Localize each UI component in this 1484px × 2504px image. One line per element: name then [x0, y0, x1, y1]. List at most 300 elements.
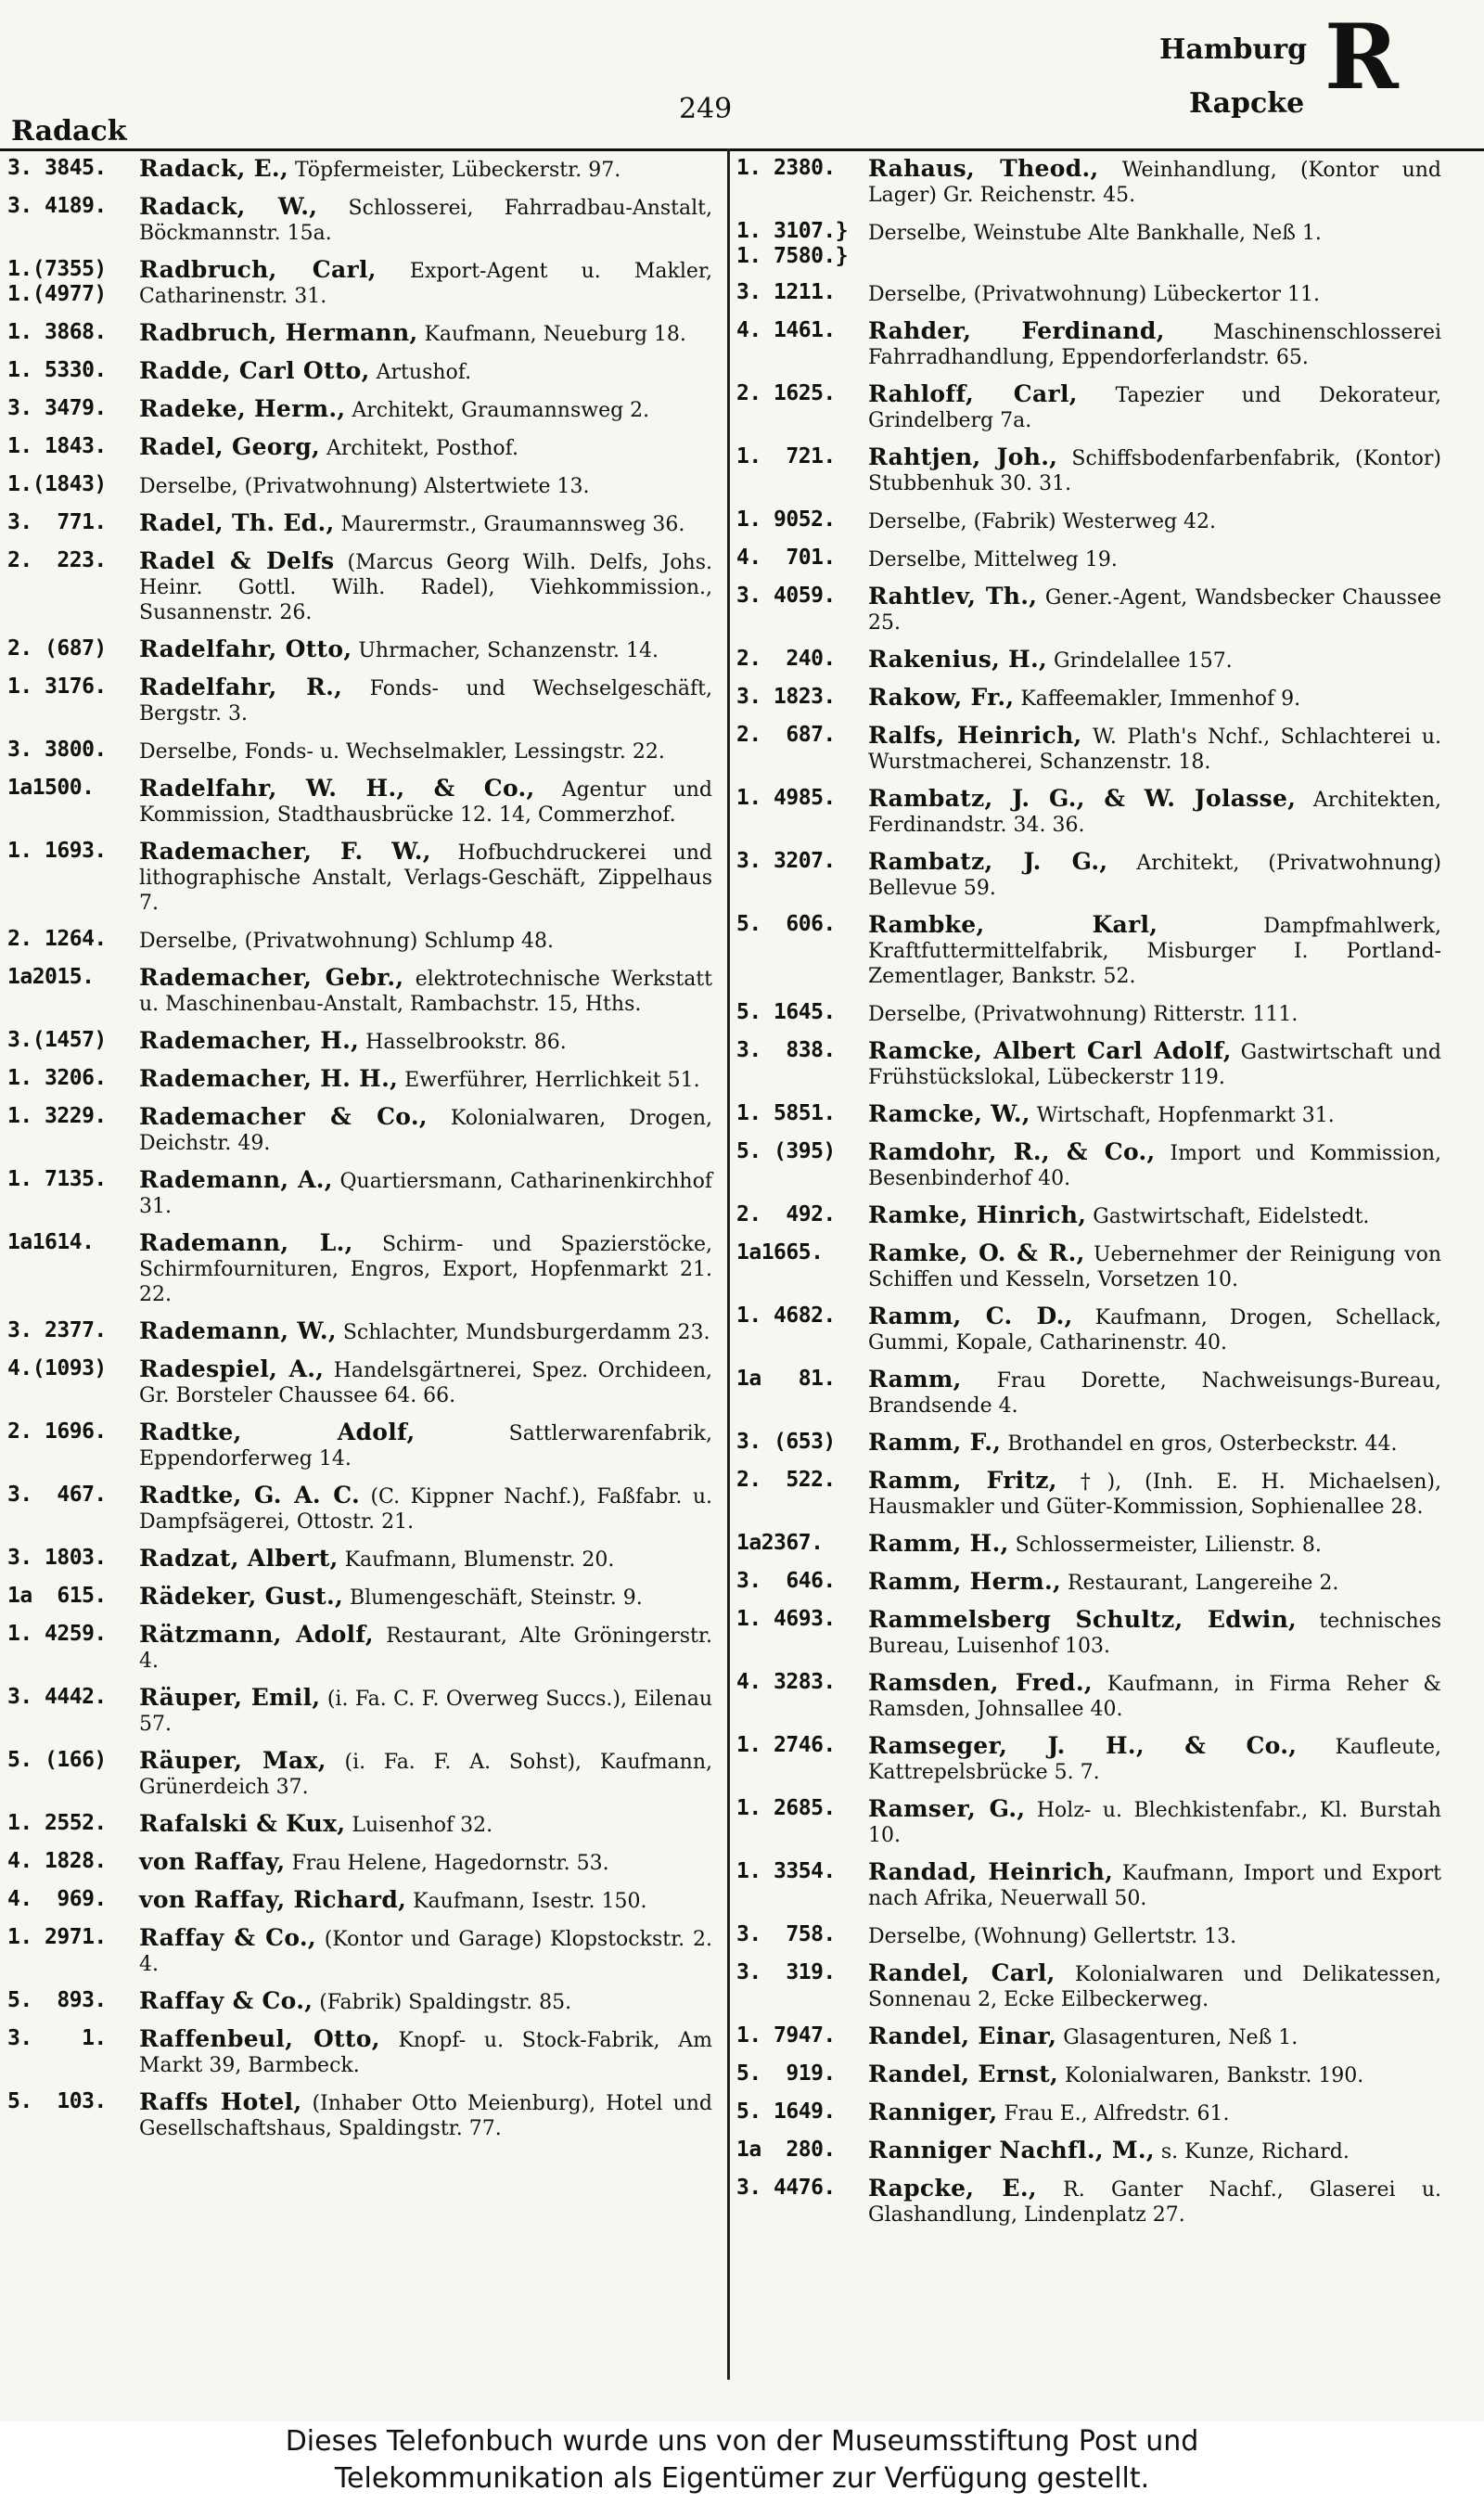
directory-entry	[736, 1796, 1441, 1848]
subscriber-details: s. Kunze, Richard.	[1154, 2140, 1350, 2164]
entry-text	[139, 1318, 712, 1345]
subscriber-details: Schlosserei, Fahrradbau-Anstalt, Böckmannstr. 15a.	[139, 197, 712, 245]
subscriber-details: Architekt, (Privatwohnung) Bellevue 59.	[868, 852, 1441, 900]
subscriber-details: (i. Fa. C. F. Overweg Succs.), Eilenau 57.	[139, 1688, 712, 1736]
subscriber-details: Derselbe, Mittelweg 19.	[868, 548, 1118, 571]
entry-text	[139, 1483, 712, 1535]
entry-text	[868, 2100, 1441, 2126]
subscriber-details: Kaufmann, Blumenstr. 20.	[338, 1548, 615, 1572]
subscriber-name: Ramcke, W.,	[868, 1100, 1030, 1127]
footer-line-1: Dieses Telefonbuch wurde uns von der Museumsstiftung Post und	[285, 2425, 1199, 2458]
entry-text	[868, 280, 1441, 307]
subscriber-details: Weinhandlung, (Kontor und Lager) Gr. Reichenstr. 45.	[868, 159, 1441, 207]
subscriber-details: Derselbe, Weinstube Alte Bankhalle, Neß 1.	[868, 222, 1322, 245]
subscriber-name: Randel, Carl,	[868, 1959, 1055, 1986]
entry-text	[868, 444, 1441, 496]
directory-entry	[736, 2023, 1441, 2050]
subscriber-details: Knopf- u. Stock-Fabrik, Am Markt 39, Barmbeck.	[139, 2029, 712, 2077]
subscriber-details: Import und Kommission, Besenbinderhof 40.	[868, 1142, 1442, 1190]
phone-number: 1a2367.	[736, 1531, 824, 1555]
subscriber-details: Ewerführer, Herrlichkeit 51.	[398, 1069, 700, 1092]
entry-text	[868, 1960, 1441, 2012]
entry-text	[868, 912, 1441, 989]
subscriber-name: Ramm, Fritz,	[868, 1467, 1057, 1494]
directory-entry	[7, 1419, 712, 1471]
phone-number: 1a1500.	[7, 776, 95, 800]
subscriber-name: Radtke, G. A. C.	[139, 1482, 361, 1509]
subscriber-details: Agentur und Kommission, Stadthausbrücke 12. 14, Commerzhof.	[139, 778, 713, 827]
directory-entry	[736, 546, 1441, 572]
subscriber-details: (C. Kippner Nachf.), Faßfabr. u. Dampfsägerei, Ottostr. 21.	[139, 1485, 712, 1534]
entry-text	[868, 507, 1441, 534]
phone-number: 4.(1093)	[7, 1356, 107, 1380]
subscriber-name: Rafalski & Kux,	[139, 1810, 346, 1837]
entry-text	[139, 320, 712, 347]
entry-text	[868, 1101, 1441, 1128]
directory-entry	[7, 2089, 712, 2141]
directory-entry	[736, 1670, 1441, 1722]
directory-entry	[736, 507, 1441, 534]
subscriber-name: Rakow, Fr.,	[868, 684, 1015, 711]
phone-number: 2. 240.	[736, 647, 836, 671]
directory-entry	[736, 318, 1441, 370]
phone-number: 2. (687)	[7, 636, 107, 661]
directory-entry	[736, 2061, 1441, 2088]
directory-entry	[736, 912, 1441, 989]
subscriber-details: Export-Agent u. Makler, Catharinenstr. 31.	[139, 260, 712, 308]
phone-number: 1. 4259.	[7, 1622, 107, 1646]
directory-entry	[736, 1960, 1441, 2012]
subscriber-name: Rambatz, J. G., & W. Jolasse,	[868, 785, 1297, 812]
phone-number: 4. 1828.	[7, 1849, 107, 1873]
entry-text	[139, 1028, 712, 1055]
subscriber-name: Radde, Carl Otto,	[139, 357, 370, 384]
phone-number: 2. 492.	[736, 1202, 836, 1226]
entry-text	[868, 1531, 1441, 1558]
phone-number: 1a1614.	[7, 1230, 95, 1254]
phone-number: 3. 3207.	[736, 849, 836, 873]
subscriber-name: Ramm, C. D.,	[868, 1303, 1073, 1329]
subscriber-name: Randel, Ernst,	[868, 2061, 1058, 2087]
subscriber-details: Tapezier und Dekorateur, Grindelberg 7a.	[868, 384, 1441, 432]
subscriber-name: Rädeker, Gust.,	[139, 1583, 343, 1610]
phone-number: 1. 3107.} 1. 7580.}	[736, 219, 849, 268]
subscriber-details: Schlossermeister, Lilienstr. 8.	[1008, 1534, 1322, 1557]
entry-text	[868, 546, 1441, 572]
phone-number: 2. 522.	[736, 1468, 836, 1492]
subscriber-details: elektrotechnische Werkstatt u. Maschinenbau-Anstalt, Rambachstr. 15, Hths.	[139, 968, 712, 1016]
subscriber-name: Rademann, W.,	[139, 1317, 337, 1344]
directory-entry	[7, 839, 712, 916]
phone-number: 1a1665.	[736, 1240, 824, 1265]
subscriber-name: Radbruch, Hermann,	[139, 319, 418, 346]
phone-number: 5. (166)	[7, 1748, 107, 1772]
subscriber-details: Schlachter, Mundsburgerdamm 23.	[336, 1321, 710, 1344]
subscriber-details: Derselbe, Fonds- u. Wechselmakler, Lessingstr. 22.	[139, 740, 665, 764]
subscriber-name: Ramsden, Fred.,	[868, 1669, 1093, 1696]
phone-number: 1. 2380.	[736, 156, 836, 180]
directory-entry	[736, 1569, 1441, 1596]
subscriber-details: †), (Inh. E. H. Michaelsen), Hausmakler und Güter-Kommission, Sophienallee 28.	[868, 1470, 1441, 1519]
entry-text	[139, 194, 712, 246]
subscriber-name: Ramke, O. & R.,	[868, 1239, 1085, 1266]
phone-number: 1. 7135.	[7, 1167, 107, 1191]
entry-text	[139, 1584, 712, 1611]
directory-entry	[736, 1531, 1441, 1558]
entry-text	[139, 738, 712, 764]
entry-text	[139, 2026, 712, 2078]
subscriber-name: Ramseger, J. H., & Co.,	[868, 1732, 1298, 1759]
phone-number: 5. 103.	[7, 2089, 107, 2113]
subscriber-name: Raffay & Co.,	[139, 1987, 313, 2014]
subscriber-name: Ramdohr, R., & Co.,	[868, 1138, 1156, 1165]
subscriber-details: Dampfmahlwerk, Kraftfuttermittelfabrik, Misburger I. Portland-Zementlager, Bankstr. 52.	[868, 915, 1441, 988]
subscriber-name: Radack, W.,	[139, 193, 318, 220]
entry-text	[868, 1303, 1441, 1355]
subscriber-name: Ranniger Nachfl., M.,	[868, 2137, 1155, 2164]
entry-text	[139, 1988, 712, 2015]
phone-number: 3. 4189.	[7, 194, 107, 218]
phone-number: 5. (395)	[736, 1139, 836, 1163]
phone-number: 3. 4476.	[736, 2176, 836, 2200]
entry-text	[139, 472, 712, 499]
directory-entry	[736, 849, 1441, 901]
subscriber-name: Rambke, Karl,	[868, 911, 1158, 938]
directory-entry	[736, 2100, 1441, 2126]
phone-number: 3. (653)	[736, 1430, 836, 1454]
phone-number: 1.(1843)	[7, 472, 107, 496]
subscriber-details: Gener.-Agent, Wandsbecker Chaussee 25.	[868, 586, 1441, 635]
entry-text	[139, 1887, 712, 1914]
left-column	[7, 156, 712, 2152]
directory-entry	[7, 257, 712, 309]
subscriber-details: W. Plath's Nchf., Schlachterei u. Wurstmacherei, Schanzenstr. 18.	[868, 726, 1441, 774]
right-column	[736, 156, 1441, 2239]
subscriber-details: Artushof.	[369, 361, 472, 384]
entry-text	[868, 1430, 1441, 1457]
directory-entry	[736, 1468, 1441, 1520]
subscriber-details: Derselbe, (Fabrik) Westerweg 42.	[868, 510, 1217, 533]
directory-entry	[736, 1139, 1441, 1191]
entry-text	[139, 1622, 712, 1674]
directory-entry	[736, 1859, 1441, 1911]
subscriber-name: Radtke, Adolf,	[139, 1419, 416, 1445]
subscriber-details: Blumengeschäft, Steinstr. 9.	[342, 1586, 643, 1610]
subscriber-details: R. Ganter Nachf., Glaserei u. Glashandlung, Lindenplatz 27.	[868, 2178, 1441, 2227]
directory-entry	[736, 1303, 1441, 1355]
subscriber-name: Rahloff, Carl,	[868, 380, 1078, 407]
directory-entry	[7, 1104, 712, 1156]
directory-entry	[7, 674, 712, 726]
phone-number: 1. 3354.	[736, 1859, 836, 1883]
subscriber-name: Radel, Georg,	[139, 433, 321, 460]
directory-entry	[736, 1038, 1441, 1090]
subscriber-name: Rademacher & Co.,	[139, 1103, 428, 1130]
subscriber-name: Rahtjen, Joh.,	[868, 443, 1058, 470]
subscriber-details: Hasselbrookstr. 86.	[359, 1031, 567, 1054]
entry-text	[868, 318, 1441, 370]
phone-number: 3. 646.	[736, 1569, 836, 1593]
entry-text	[868, 849, 1441, 901]
subscriber-details: Holz- u. Blechkistenfabr., Kl. Burstah 10.	[868, 1799, 1441, 1847]
subscriber-details: Derselbe, (Privatwohnung) Lübeckertor 11.	[868, 283, 1320, 306]
phone-number: 2. 1625.	[736, 381, 836, 405]
footer-note	[0, 2423, 1484, 2498]
entry-text	[868, 1139, 1441, 1191]
header-first-entry-name: Radack	[11, 115, 127, 148]
phone-number: 4. 969.	[7, 1887, 107, 1911]
directory-entry	[736, 156, 1441, 208]
subscriber-details: Derselbe, (Privatwohnung) Schlump 48.	[139, 930, 555, 953]
directory-entry	[736, 1733, 1441, 1785]
directory-entry	[736, 1367, 1441, 1419]
subscriber-details: Sattlerwarenfabrik, Eppendorferweg 14.	[139, 1422, 712, 1470]
phone-number: 3. 1211.	[736, 280, 836, 304]
directory-entry	[736, 1000, 1441, 1027]
subscriber-details: Kolonialwaren, Drogen, Deichstr. 49.	[139, 1107, 712, 1155]
entry-text	[868, 2023, 1441, 2050]
phone-number: 1. 2971.	[7, 1925, 107, 1949]
entry-text	[868, 2061, 1441, 2088]
subscriber-name: Rademann, L.,	[139, 1229, 353, 1256]
subscriber-name: Radespiel, A.,	[139, 1355, 325, 1382]
phone-number: 3. 771.	[7, 510, 107, 534]
entry-text	[139, 1849, 712, 1876]
subscriber-details: Derselbe, (Wohnung) Gellertstr. 13.	[868, 1925, 1237, 1948]
subscriber-details: Kaufleute, Kattrepelsbrücke 5. 7.	[868, 1736, 1441, 1784]
entry-text	[868, 1468, 1441, 1520]
phone-number: 2. 1264.	[7, 927, 107, 951]
subscriber-name: Radbruch, Carl,	[139, 256, 377, 283]
phone-number: 1. 4985.	[736, 786, 836, 810]
subscriber-name: Ramm,	[868, 1366, 962, 1393]
entry-text	[139, 636, 712, 663]
directory-entry	[736, 723, 1441, 775]
entry-text	[139, 1356, 712, 1408]
phone-number: 1. 1843.	[7, 434, 107, 458]
entry-text	[139, 2089, 712, 2141]
subscriber-name: Radelfahr, R.,	[139, 674, 343, 700]
subscriber-name: Rapcke, E.,	[868, 2175, 1037, 2202]
subscriber-name: Raffs Hotel,	[139, 2088, 302, 2115]
directory-entry	[7, 1849, 712, 1876]
entry-text	[868, 1569, 1441, 1596]
directory-entry	[7, 776, 712, 828]
subscriber-details: Schirm- und Spazierstöcke, Schirmfournituren, Engros, Export, Hopfenmarkt 21. 22.	[139, 1233, 712, 1306]
phone-number: 1. 3206.	[7, 1066, 107, 1090]
subscriber-name: Ramcke, Albert Carl Adolf,	[868, 1037, 1232, 1064]
subscriber-name: von Raffay,	[139, 1848, 286, 1875]
subscriber-details: Architekt, Graumannsweg 2.	[345, 399, 650, 422]
directory-entry	[736, 1430, 1441, 1457]
entry-text	[139, 1925, 712, 1977]
phone-number: 1a2015.	[7, 965, 95, 989]
directory-entry	[7, 1028, 712, 1055]
entry-text	[868, 1607, 1441, 1659]
subscriber-details: Gastwirtschaft, Eidelstedt.	[1086, 1205, 1370, 1228]
entry-text	[868, 647, 1441, 674]
directory-entry	[7, 472, 712, 499]
directory-entry	[736, 647, 1441, 674]
entry-text	[868, 723, 1441, 775]
phone-number: 1a 615.	[7, 1584, 107, 1608]
phone-number: 1. 3868.	[7, 320, 107, 344]
entry-text	[139, 257, 712, 309]
subscriber-name: Rambatz, J. G.,	[868, 848, 1108, 875]
page-number: 249	[679, 93, 733, 125]
phone-number: 1. 2685.	[736, 1796, 836, 1820]
phone-number: 1a 81.	[736, 1367, 836, 1391]
footer-line-2: Telekommunikation als Eigentümer zur Verfügung gestellt.	[334, 2462, 1150, 2495]
subscriber-details: Architekten, Ferdinandstr. 34. 36.	[868, 789, 1442, 837]
entry-text	[139, 1167, 712, 1219]
entry-text	[868, 1038, 1441, 1090]
subscriber-details: Luisenhof 32.	[345, 1814, 493, 1837]
phone-number: 1. 3176.	[7, 674, 107, 699]
directory-entry	[7, 1356, 712, 1408]
phone-number: 3. 467.	[7, 1483, 107, 1507]
subscriber-name: Ranniger,	[868, 2099, 998, 2125]
phone-number: 1. 5851.	[736, 1101, 836, 1125]
subscriber-details: Maurermstr., Graumannsweg 36.	[334, 513, 685, 536]
entry-text	[868, 786, 1441, 838]
phone-number: 1. 721.	[736, 444, 836, 469]
entry-text	[139, 1811, 712, 1838]
subscriber-details: Fonds- und Wechselgeschäft, Bergstr. 3.	[139, 677, 712, 726]
directory-entry	[7, 738, 712, 764]
subscriber-name: Rätzmann, Adolf,	[139, 1621, 374, 1648]
subscriber-details: Kaufmann, in Firma Reher & Ramsden, Johnsallee 40.	[868, 1673, 1441, 1721]
entry-text	[868, 1670, 1441, 1722]
directory-entry	[7, 434, 712, 461]
subscriber-details: Derselbe, (Privatwohnung) Alstertwiete 13.	[139, 475, 590, 498]
subscriber-name: Rahtlev, Th.,	[868, 583, 1038, 610]
directory-entry	[736, 280, 1441, 307]
entry-text	[139, 1230, 712, 1307]
entry-text	[868, 2176, 1441, 2228]
phone-number: 4. 3283.	[736, 1670, 836, 1694]
directory-entry	[736, 685, 1441, 712]
entry-text	[139, 1066, 712, 1093]
directory-entry	[7, 1066, 712, 1093]
subscriber-details: Quartiersmann, Catharinenkirchhof 31.	[139, 1170, 712, 1218]
subscriber-name: Rademacher, H. H.,	[139, 1065, 399, 1092]
phone-number: 3. 3479.	[7, 396, 107, 420]
phone-number: 1. 4682.	[736, 1303, 836, 1328]
directory-entry	[7, 1988, 712, 2015]
phone-number: 2. 1696.	[7, 1419, 107, 1444]
phone-number: 4. 701.	[736, 546, 836, 570]
subscriber-details: Grindelallee 157.	[1047, 649, 1233, 673]
directory-entry	[7, 510, 712, 537]
subscriber-name: Rademacher, Gebr.,	[139, 964, 404, 991]
entry-text	[139, 1685, 712, 1737]
entry-text	[139, 156, 712, 183]
entry-text	[868, 1202, 1441, 1229]
phone-number: 3.(1457)	[7, 1028, 107, 1052]
subscriber-details: Uhrmacher, Schanzenstr. 14.	[352, 639, 659, 662]
directory-entry	[736, 786, 1441, 838]
subscriber-name: Rademacher, F. W.,	[139, 838, 431, 865]
subscriber-details: technisches Bureau, Luisenhof 103.	[868, 1610, 1441, 1658]
header-last-entry-name: Rapcke	[1189, 87, 1305, 120]
phone-number: 3. 1823.	[736, 685, 836, 709]
entry-text	[868, 2138, 1441, 2164]
entry-text	[868, 584, 1441, 636]
subscriber-name: Ramm, H.,	[868, 1530, 1009, 1557]
directory-entry	[7, 1748, 712, 1800]
subscriber-name: Ramke, Hinrich,	[868, 1201, 1087, 1228]
subscriber-name: Randad, Heinrich,	[868, 1858, 1114, 1885]
subscriber-details: Gastwirtschaft und Frühstückslokal, Lübeckerstr 119.	[868, 1041, 1441, 1089]
directory-entry	[7, 1622, 712, 1674]
directory-entry	[736, 1240, 1441, 1292]
entry-text	[139, 776, 712, 828]
subscriber-details: (i. Fa. F. A. Sohst), Kaufmann, Grünerdeich 37.	[139, 1751, 713, 1799]
phone-number: 1a 280.	[736, 2138, 836, 2162]
phone-number: 5. 606.	[736, 912, 836, 936]
subscriber-details: Kaufmann, Drogen, Schellack, Gummi, Kopale, Catharinenstr. 40.	[868, 1306, 1441, 1355]
subscriber-details: Kaufmann, Import und Export nach Afrika, Neuerwall 50.	[868, 1862, 1441, 1910]
subscriber-details: Wirtschaft, Hopfenmarkt 31.	[1030, 1104, 1335, 1127]
subscriber-details: Kaufmann, Isestr. 150.	[406, 1890, 647, 1913]
entry-text	[139, 1748, 712, 1800]
directory-entry	[7, 1167, 712, 1219]
subscriber-details: (Inhaber Otto Meienburg), Hotel und Gesellschaftshaus, Spaldingstr. 77.	[139, 2092, 712, 2140]
directory-entry	[7, 358, 712, 385]
phone-number: 3. 1.	[7, 2026, 107, 2050]
phone-number: 1. 2552.	[7, 1811, 107, 1835]
subscriber-name: von Raffay, Richard,	[139, 1886, 407, 1913]
subscriber-name: Radelfahr, Otto,	[139, 636, 352, 662]
phone-number: 1. 9052.	[736, 507, 836, 532]
subscriber-name: Raffay & Co.,	[139, 1924, 316, 1951]
phone-number: 3. 1803.	[7, 1546, 107, 1570]
column-divider	[727, 148, 730, 2380]
directory-entry	[7, 2026, 712, 2078]
subscriber-details: Restaurant, Langereihe 2.	[1061, 1572, 1339, 1595]
subscriber-details: Kaffeemakler, Immenhof 9.	[1014, 687, 1301, 711]
subscriber-name: Radel, Th. Ed.,	[139, 509, 335, 536]
phone-number: 1. 3229.	[7, 1104, 107, 1128]
phone-number: 3. 4442.	[7, 1685, 107, 1709]
entry-text	[139, 548, 712, 625]
entry-text	[868, 1733, 1441, 1785]
subscriber-name: Randel, Einar,	[868, 2022, 1057, 2049]
directory-entry	[736, 444, 1441, 496]
entry-text	[868, 1859, 1441, 1911]
subscriber-details: Kaufmann, Neueburg 18.	[417, 323, 686, 346]
subscriber-name: Ramm, Herm.,	[868, 1568, 1062, 1595]
subscriber-details: Handelsgärtnerei, Spez. Orchideen, Gr. Borsteler Chaussee 64. 66.	[139, 1359, 712, 1407]
phone-number: 3. 758.	[736, 1922, 836, 1946]
directory-entry	[7, 1546, 712, 1573]
phone-number: 1. 1693.	[7, 839, 107, 863]
directory-entry	[7, 965, 712, 1017]
subscriber-name: Rademann, A.,	[139, 1166, 333, 1193]
subscriber-name: Radel & Delfs	[139, 547, 335, 574]
directory-entry	[7, 1685, 712, 1737]
subscriber-details: Restaurant, Alte Gröningerstr. 4.	[139, 1624, 712, 1673]
directory-entry	[7, 1887, 712, 1914]
subscriber-name: Rammelsberg Schultz, Edwin,	[868, 1606, 1298, 1633]
directory-entry	[736, 2176, 1441, 2228]
phone-number: 3. 3845.	[7, 156, 107, 180]
phone-number: 1. 4693.	[736, 1607, 836, 1631]
phone-number: 3. 838.	[736, 1038, 836, 1062]
entry-text	[139, 1104, 712, 1156]
directory-entry	[736, 1202, 1441, 1229]
